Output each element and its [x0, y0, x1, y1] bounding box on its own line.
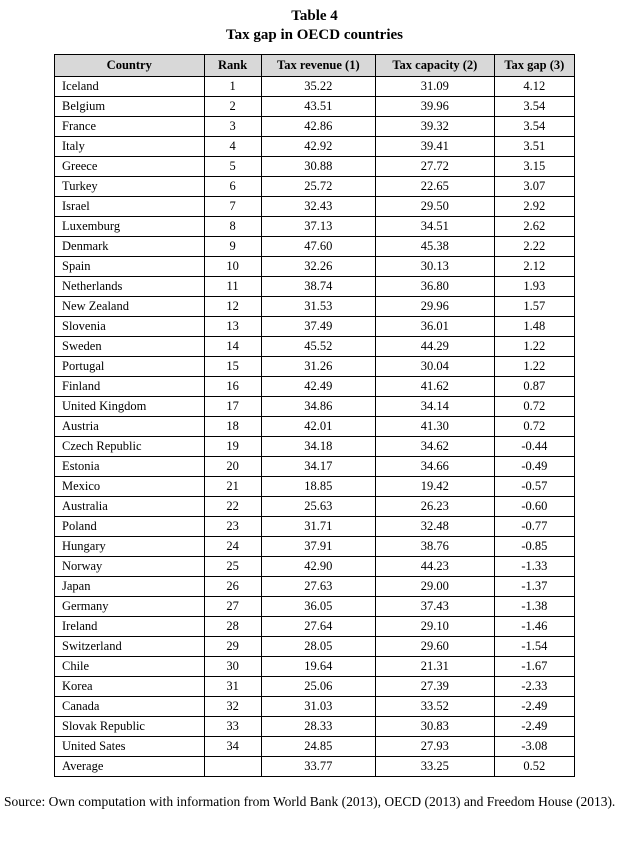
- value-cell: 19.64: [261, 656, 375, 676]
- table-row: [55, 116, 575, 136]
- value-cell: 3.54: [494, 96, 574, 116]
- value-cell: 34.51: [375, 216, 494, 236]
- value-cell: -0.49: [494, 456, 574, 476]
- table-row: [55, 296, 575, 316]
- country-cell: Finland: [55, 376, 205, 396]
- country-cell: United Sates: [55, 736, 205, 756]
- table-row: [55, 476, 575, 496]
- value-cell: 45.38: [375, 236, 494, 256]
- value-cell: 44.23: [375, 556, 494, 576]
- value-cell: 30.88: [261, 156, 375, 176]
- value-cell: 27.39: [375, 676, 494, 696]
- country-cell: Chile: [55, 656, 205, 676]
- header-row: [55, 54, 575, 76]
- value-cell: 13: [204, 316, 261, 336]
- value-cell: 30.04: [375, 356, 494, 376]
- value-cell: 5: [204, 156, 261, 176]
- value-cell: 1.93: [494, 276, 574, 296]
- value-cell: 3: [204, 116, 261, 136]
- value-cell: 33.25: [375, 756, 494, 776]
- value-cell: 0.87: [494, 376, 574, 396]
- value-cell: 10: [204, 256, 261, 276]
- value-cell: 4.12: [494, 76, 574, 96]
- column-header: Country: [55, 54, 205, 76]
- value-cell: 24: [204, 536, 261, 556]
- value-cell: 29.96: [375, 296, 494, 316]
- value-cell: 42.86: [261, 116, 375, 136]
- value-cell: 36.80: [375, 276, 494, 296]
- country-cell: New Zealand: [55, 296, 205, 316]
- value-cell: 27.64: [261, 616, 375, 636]
- value-cell: 32: [204, 696, 261, 716]
- table-row: [55, 636, 575, 656]
- table-row: [55, 196, 575, 216]
- country-cell: Sweden: [55, 336, 205, 356]
- value-cell: 2.12: [494, 256, 574, 276]
- value-cell: 30: [204, 656, 261, 676]
- column-header: Tax capacity (2): [375, 54, 494, 76]
- country-cell: Slovak Republic: [55, 716, 205, 736]
- table-number: Table 4: [291, 8, 338, 24]
- value-cell: 39.96: [375, 96, 494, 116]
- tax-gap-table: [54, 54, 575, 777]
- table-row: [55, 416, 575, 436]
- table-body: [55, 76, 575, 776]
- value-cell: 14: [204, 336, 261, 356]
- source-note: Source: Own computation with information from World Bank (2013), OECD (2013) and Freedom House (2013).: [4, 793, 616, 809]
- value-cell: 25: [204, 556, 261, 576]
- value-cell: 30.83: [375, 716, 494, 736]
- value-cell: 29.60: [375, 636, 494, 656]
- value-cell: 27.72: [375, 156, 494, 176]
- value-cell: 12: [204, 296, 261, 316]
- value-cell: 21.31: [375, 656, 494, 676]
- value-cell: 31.03: [261, 696, 375, 716]
- country-cell: Israel: [55, 196, 205, 216]
- value-cell: 34.62: [375, 436, 494, 456]
- table-row: [55, 96, 575, 116]
- country-cell: Mexico: [55, 476, 205, 496]
- value-cell: 29.00: [375, 576, 494, 596]
- value-cell: -3.08: [494, 736, 574, 756]
- value-cell: 9: [204, 236, 261, 256]
- value-cell: 4: [204, 136, 261, 156]
- value-cell: 27: [204, 596, 261, 616]
- value-cell: 43.51: [261, 96, 375, 116]
- value-cell: 7: [204, 196, 261, 216]
- value-cell: 37.91: [261, 536, 375, 556]
- table-row: [55, 496, 575, 516]
- value-cell: 36.05: [261, 596, 375, 616]
- value-cell: 0.72: [494, 396, 574, 416]
- table-row: [55, 676, 575, 696]
- table-row: [55, 556, 575, 576]
- value-cell: 32.43: [261, 196, 375, 216]
- value-cell: 2.22: [494, 236, 574, 256]
- value-cell: 42.92: [261, 136, 375, 156]
- value-cell: -0.60: [494, 496, 574, 516]
- table-row: [55, 576, 575, 596]
- value-cell: 1.57: [494, 296, 574, 316]
- value-cell: 37.49: [261, 316, 375, 336]
- value-cell: 30.13: [375, 256, 494, 276]
- value-cell: 37.13: [261, 216, 375, 236]
- value-cell: -1.54: [494, 636, 574, 656]
- country-cell: Belgium: [55, 96, 205, 116]
- value-cell: 25.06: [261, 676, 375, 696]
- value-cell: 1.22: [494, 336, 574, 356]
- value-cell: 19: [204, 436, 261, 456]
- value-cell: 39.32: [375, 116, 494, 136]
- value-cell: 42.90: [261, 556, 375, 576]
- country-cell: Austria: [55, 416, 205, 436]
- value-cell: -0.85: [494, 536, 574, 556]
- value-cell: 8: [204, 216, 261, 236]
- value-cell: 29.10: [375, 616, 494, 636]
- value-cell: 29: [204, 636, 261, 656]
- value-cell: -0.57: [494, 476, 574, 496]
- table-row: [55, 656, 575, 676]
- value-cell: 1.48: [494, 316, 574, 336]
- country-cell: Czech Republic: [55, 436, 205, 456]
- value-cell: 28.33: [261, 716, 375, 736]
- value-cell: 23: [204, 516, 261, 536]
- value-cell: 18.85: [261, 476, 375, 496]
- value-cell: 34.17: [261, 456, 375, 476]
- value-cell: 16: [204, 376, 261, 396]
- value-cell: 42.49: [261, 376, 375, 396]
- value-cell: 3.07: [494, 176, 574, 196]
- value-cell: 31.09: [375, 76, 494, 96]
- value-cell: -1.33: [494, 556, 574, 576]
- country-cell: Norway: [55, 556, 205, 576]
- value-cell: 34.66: [375, 456, 494, 476]
- table-row: [55, 736, 575, 756]
- table-row: [55, 356, 575, 376]
- value-cell: 45.52: [261, 336, 375, 356]
- value-cell: 1: [204, 76, 261, 96]
- country-cell: Korea: [55, 676, 205, 696]
- country-cell: Poland: [55, 516, 205, 536]
- table-row: [55, 696, 575, 716]
- value-cell: 32.26: [261, 256, 375, 276]
- country-cell: Germany: [55, 596, 205, 616]
- value-cell: 47.60: [261, 236, 375, 256]
- table-row: [55, 756, 575, 776]
- value-cell: 26.23: [375, 496, 494, 516]
- column-header: Tax gap (3): [494, 54, 574, 76]
- value-cell: 41.62: [375, 376, 494, 396]
- country-cell: Ireland: [55, 616, 205, 636]
- table-row: [55, 136, 575, 156]
- value-cell: 34.14: [375, 396, 494, 416]
- country-cell: France: [55, 116, 205, 136]
- value-cell: 22: [204, 496, 261, 516]
- table-row: [55, 156, 575, 176]
- value-cell: 28: [204, 616, 261, 636]
- country-cell: Luxemburg: [55, 216, 205, 236]
- value-cell: 3.51: [494, 136, 574, 156]
- value-cell: 38.76: [375, 536, 494, 556]
- country-cell: Switzerland: [55, 636, 205, 656]
- country-cell: Denmark: [55, 236, 205, 256]
- value-cell: 34.86: [261, 396, 375, 416]
- table-row: [55, 316, 575, 336]
- value-cell: 27.93: [375, 736, 494, 756]
- value-cell: 2.92: [494, 196, 574, 216]
- value-cell: -0.77: [494, 516, 574, 536]
- value-cell: 35.22: [261, 76, 375, 96]
- value-cell: 33: [204, 716, 261, 736]
- table-row: [55, 456, 575, 476]
- country-cell: Estonia: [55, 456, 205, 476]
- table-row: [55, 256, 575, 276]
- country-cell: Hungary: [55, 536, 205, 556]
- table-title: [0, 7, 629, 45]
- value-cell: 31.71: [261, 516, 375, 536]
- table-row: [55, 536, 575, 556]
- table-row: [55, 336, 575, 356]
- value-cell: 11: [204, 276, 261, 296]
- value-cell: 25.63: [261, 496, 375, 516]
- country-cell: United Kingdom: [55, 396, 205, 416]
- value-cell: 31.53: [261, 296, 375, 316]
- value-cell: 17: [204, 396, 261, 416]
- table-row: [55, 216, 575, 236]
- value-cell: 36.01: [375, 316, 494, 336]
- table-row: [55, 516, 575, 536]
- country-cell: Slovenia: [55, 316, 205, 336]
- value-cell: 37.43: [375, 596, 494, 616]
- value-cell: 32.48: [375, 516, 494, 536]
- value-cell: -1.38: [494, 596, 574, 616]
- value-cell: 3.15: [494, 156, 574, 176]
- table-row: [55, 716, 575, 736]
- value-cell: 44.29: [375, 336, 494, 356]
- table-row: [55, 396, 575, 416]
- value-cell: 0.72: [494, 416, 574, 436]
- value-cell: 3.54: [494, 116, 574, 136]
- table-row: [55, 76, 575, 96]
- table-row: [55, 376, 575, 396]
- table-caption: Tax gap in OECD countries: [226, 26, 403, 43]
- country-cell: Greece: [55, 156, 205, 176]
- value-cell: 22.65: [375, 176, 494, 196]
- value-cell: 25.72: [261, 176, 375, 196]
- value-cell: 34: [204, 736, 261, 756]
- value-cell: 39.41: [375, 136, 494, 156]
- country-cell: Australia: [55, 496, 205, 516]
- value-cell: [204, 756, 261, 776]
- value-cell: 6: [204, 176, 261, 196]
- country-cell: Iceland: [55, 76, 205, 96]
- table-row: [55, 176, 575, 196]
- value-cell: 34.18: [261, 436, 375, 456]
- value-cell: 21: [204, 476, 261, 496]
- value-cell: 33.77: [261, 756, 375, 776]
- table-row: [55, 236, 575, 256]
- value-cell: 26: [204, 576, 261, 596]
- country-cell: Japan: [55, 576, 205, 596]
- value-cell: -1.37: [494, 576, 574, 596]
- table-row: [55, 596, 575, 616]
- value-cell: 27.63: [261, 576, 375, 596]
- value-cell: 24.85: [261, 736, 375, 756]
- table-row: [55, 276, 575, 296]
- value-cell: -2.49: [494, 716, 574, 736]
- value-cell: 2.62: [494, 216, 574, 236]
- country-cell: Italy: [55, 136, 205, 156]
- value-cell: 41.30: [375, 416, 494, 436]
- value-cell: 31.26: [261, 356, 375, 376]
- table-row: [55, 616, 575, 636]
- value-cell: -0.44: [494, 436, 574, 456]
- country-cell: Netherlands: [55, 276, 205, 296]
- country-cell: Portugal: [55, 356, 205, 376]
- country-cell: Turkey: [55, 176, 205, 196]
- value-cell: 33.52: [375, 696, 494, 716]
- column-header: Tax revenue (1): [261, 54, 375, 76]
- value-cell: 42.01: [261, 416, 375, 436]
- value-cell: -1.46: [494, 616, 574, 636]
- value-cell: 20: [204, 456, 261, 476]
- value-cell: -2.49: [494, 696, 574, 716]
- value-cell: 31: [204, 676, 261, 696]
- value-cell: 0.52: [494, 756, 574, 776]
- value-cell: 18: [204, 416, 261, 436]
- value-cell: 19.42: [375, 476, 494, 496]
- value-cell: 28.05: [261, 636, 375, 656]
- value-cell: 1.22: [494, 356, 574, 376]
- value-cell: 15: [204, 356, 261, 376]
- value-cell: 38.74: [261, 276, 375, 296]
- column-header: Rank: [204, 54, 261, 76]
- value-cell: 29.50: [375, 196, 494, 216]
- value-cell: -1.67: [494, 656, 574, 676]
- country-cell: Spain: [55, 256, 205, 276]
- country-cell: Canada: [55, 696, 205, 716]
- table-row: [55, 436, 575, 456]
- country-cell: Average: [55, 756, 205, 776]
- value-cell: 2: [204, 96, 261, 116]
- value-cell: -2.33: [494, 676, 574, 696]
